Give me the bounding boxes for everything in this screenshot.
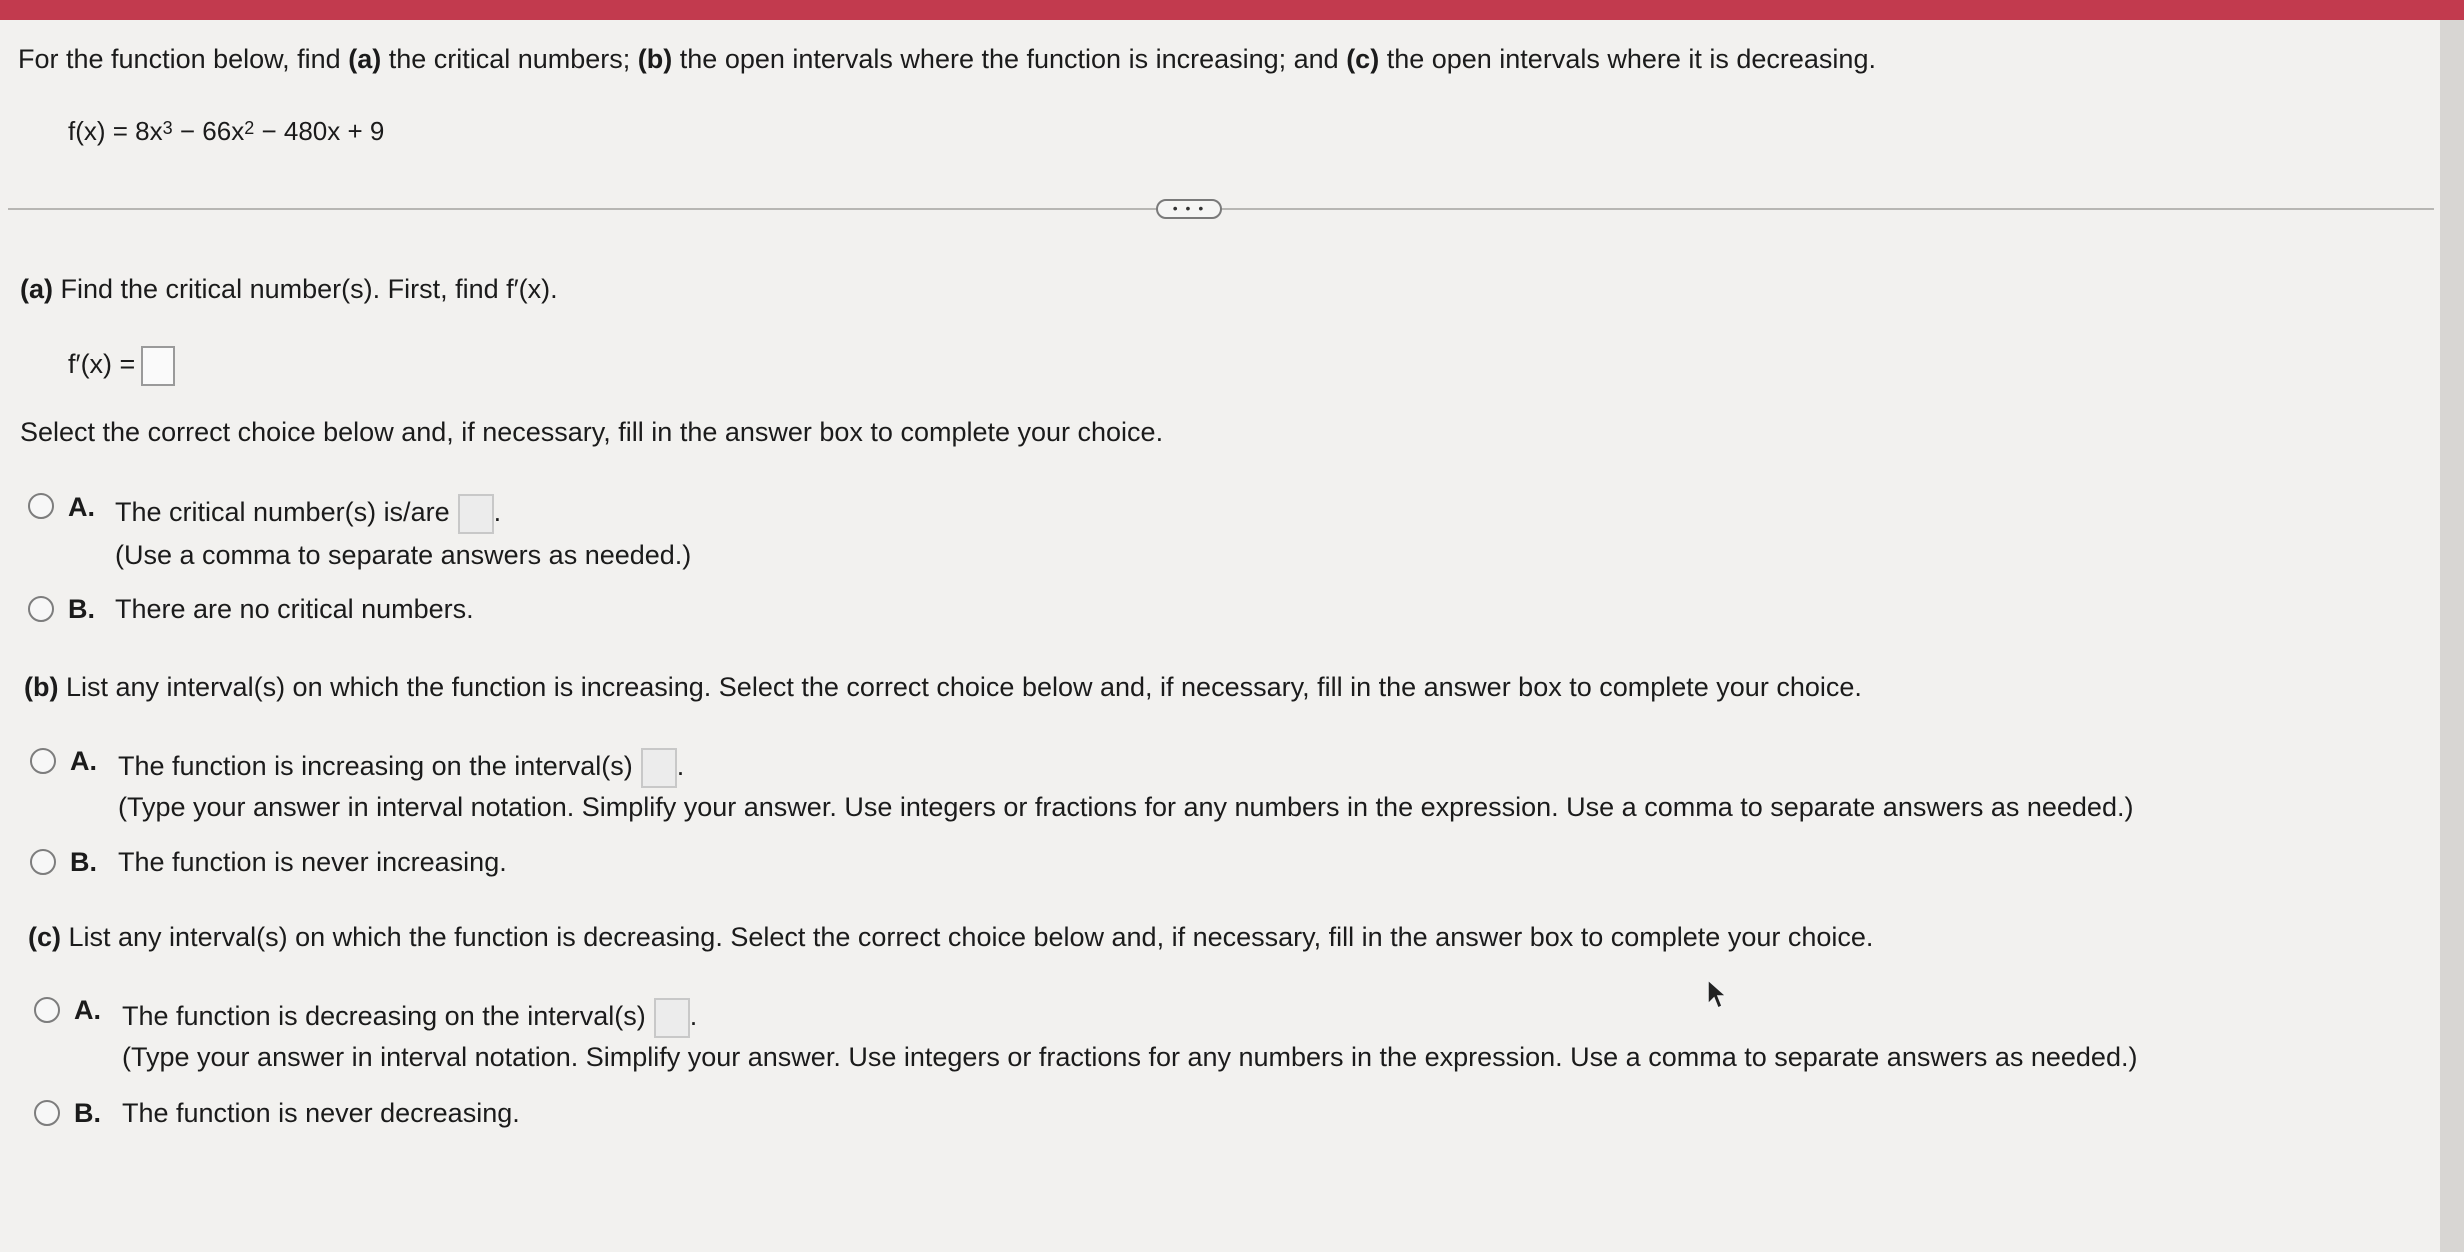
option-letter: A. — [68, 492, 95, 522]
prompt-part-c: (c) — [1346, 44, 1380, 74]
part-b-label: (b) — [24, 672, 59, 702]
function-lhs: f(x) = 8x — [68, 116, 163, 146]
part-b-option-b: The function is never increasing. — [118, 847, 507, 877]
period: . — [676, 751, 685, 781]
function-term: − 480x + 9 — [254, 116, 385, 146]
header-accent-bar — [0, 0, 2464, 20]
part-a-instruction: Select the correct choice below and, if necessary, fill in the answer box to complete your choice. — [20, 417, 1164, 447]
part-a-label: (a) — [20, 274, 53, 304]
period: . — [493, 497, 502, 527]
period: . — [689, 1001, 698, 1031]
part-c-heading — [28, 920, 1873, 954]
decreasing-intervals-answer-box[interactable] — [654, 998, 690, 1038]
part-a-text: Find the critical number(s). First, find f′(x). — [53, 274, 558, 304]
expand-more-button[interactable]: • • • — [1156, 199, 1222, 219]
part-a-heading — [20, 272, 558, 306]
mouse-pointer-icon — [1704, 978, 1730, 1012]
prompt-text: For the function below, find — [18, 44, 349, 74]
option-letter: B. — [70, 847, 97, 877]
part-a-option-a-radio[interactable] — [28, 493, 54, 519]
exponent: 3 — [162, 118, 173, 138]
part-b-option-a-radio[interactable] — [30, 748, 56, 774]
part-c-option-a-radio[interactable] — [34, 997, 60, 1023]
prompt-part-b: (b) — [637, 44, 673, 74]
derivative-label: f′(x) = — [68, 349, 136, 379]
part-a-option-a-hint: (Use a comma to separate answers as needed.) — [115, 540, 692, 570]
option-text: The function is decreasing on the interval(s) — [122, 1001, 646, 1031]
prompt-text: the open intervals where the function is increasing; and — [672, 44, 1347, 74]
part-a-option-b: There are no critical numbers. — [115, 594, 474, 624]
prompt-text: the critical numbers; — [381, 44, 638, 74]
part-b-option-b-radio[interactable] — [30, 849, 56, 875]
derivative-row — [68, 344, 175, 386]
part-a-option-b-radio[interactable] — [28, 596, 54, 622]
part-b-option-a-hint: (Type your answer in interval notation. Simplify your answer. Use integers or fractions for any numbers in the expression. Use a comma to separate answers as needed.) — [118, 792, 2134, 822]
exponent: 2 — [244, 118, 255, 138]
part-c-option-a — [122, 996, 697, 1038]
option-letter: A. — [70, 746, 97, 776]
part-c-option-b: The function is never decreasing. — [122, 1098, 520, 1128]
part-c-option-b-radio[interactable] — [34, 1100, 60, 1126]
option-text: The critical number(s) is/are — [115, 497, 450, 527]
option-letter: A. — [74, 995, 101, 1025]
part-b-option-a — [118, 746, 684, 788]
option-letter: B. — [68, 594, 95, 624]
question-prompt — [18, 42, 1876, 76]
function-term: − 66x — [172, 116, 245, 146]
function-expression — [68, 114, 384, 151]
prompt-text: the open intervals where it is decreasing. — [1379, 44, 1876, 74]
part-c-label: (c) — [28, 922, 61, 952]
increasing-intervals-answer-box[interactable] — [641, 748, 677, 788]
part-c-text: List any interval(s) on which the function is decreasing. Select the correct choice below and, if necessary, fill in the answer box to complete your choice. — [61, 922, 1874, 952]
critical-numbers-answer-box[interactable] — [458, 494, 494, 534]
part-c-option-a-hint: (Type your answer in interval notation. Simplify your answer. Use integers or fractions for any numbers in the expression. Use a comma to separate answers as needed.) — [122, 1042, 2138, 1072]
derivative-answer-box[interactable] — [141, 346, 175, 386]
option-text: The function is increasing on the interval(s) — [118, 751, 633, 781]
part-a-option-a — [115, 492, 501, 534]
option-letter: B. — [74, 1098, 101, 1128]
part-b-text: List any interval(s) on which the function is increasing. Select the correct choice below and, if necessary, fill in the answer box to complete your choice. — [58, 672, 1862, 702]
page-right-edge — [2440, 20, 2464, 1252]
part-b-heading — [24, 670, 1862, 704]
prompt-part-a: (a) — [348, 44, 382, 74]
